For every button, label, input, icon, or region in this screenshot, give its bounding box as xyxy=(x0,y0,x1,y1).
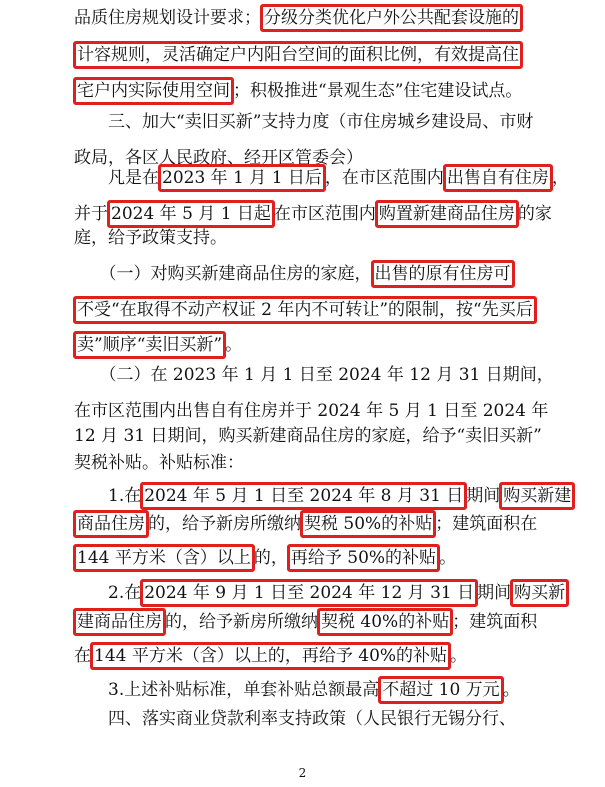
text-run: 2.在 xyxy=(74,583,142,603)
highlighted-text: 出售的原有住房可 xyxy=(371,260,515,288)
text-run: （二）在 2023 年 1 月 1 日至 2024 年 12 月 31 日期间， xyxy=(74,365,554,385)
text-line xyxy=(74,604,537,640)
text-run: 的家 xyxy=(517,204,552,224)
text-run: 品质住房规划设计要求； xyxy=(74,8,261,28)
text-line xyxy=(74,445,244,481)
text-run: 在市区范围内出售自有住房并于 2024 年 5 月 1 日至 2024 年 xyxy=(74,401,549,421)
text-run: 三、加大“卖旧买新”支持力度（市住房城乡建设局、市财 xyxy=(74,112,534,132)
highlighted-text: 再给予 50%的补贴 xyxy=(287,544,440,572)
text-run: 期间 xyxy=(466,486,501,506)
text-line xyxy=(74,160,569,196)
text-run: 并于 xyxy=(74,204,108,224)
text-run: ， xyxy=(551,168,569,188)
highlighted-text: 不受“在取得不动产权证 2 年内不可转让”的限制，按“先买后 xyxy=(73,296,537,324)
highlighted-text: 契税 50%的补贴 xyxy=(300,510,436,538)
highlighted-text: 宅户内实际使用空间 xyxy=(73,77,234,105)
text-run: 1.在 xyxy=(74,486,142,506)
highlighted-text: 购买新建 xyxy=(499,482,575,510)
highlighted-text: 2024 年 5 月 1 日起 xyxy=(107,200,275,228)
highlighted-text: 计容规则，灵活确定户内阳台空间的面积比例，有效提高住 xyxy=(73,41,523,69)
highlighted-text: 购买新 xyxy=(510,579,569,607)
text-run: 的， xyxy=(253,548,288,568)
text-run: 期间 xyxy=(477,583,512,603)
text-run: 在 xyxy=(74,646,91,666)
highlighted-text: 建商品住房 xyxy=(73,608,166,636)
text-run: 凡是在 xyxy=(74,168,159,188)
highlighted-text: 出售自有住房 xyxy=(443,164,553,192)
text-run: ；积极推进“景观生态”住宅建设试点。 xyxy=(233,81,523,101)
text-line xyxy=(74,357,554,393)
text-run: 庭，给予政策支持。 xyxy=(74,228,227,248)
highlighted-text: 144 平方米（含）以上 xyxy=(73,544,255,572)
text-run: ；建筑面积 xyxy=(452,612,538,632)
text-run: 在市区范围内 xyxy=(273,204,376,224)
highlighted-text: 2024 年 9 月 1 日至 2024 年 12 月 31 日 xyxy=(140,579,478,607)
text-run: 。 xyxy=(450,646,468,666)
highlighted-text: 购置新建商品住房 xyxy=(375,200,519,228)
text-run: 。 xyxy=(502,680,520,700)
text-run: ，在市区范围内 xyxy=(324,168,444,188)
text-run: 。 xyxy=(439,548,457,568)
text-line xyxy=(74,220,227,256)
text-line xyxy=(74,0,522,36)
highlighted-text: 不超过 10 万元 xyxy=(378,676,503,704)
highlighted-text: 分级分类优化户外公共配套设施的 xyxy=(260,4,523,32)
text-line xyxy=(74,256,514,292)
text-run: （一）对购买新建商品住房的家庭， xyxy=(74,264,372,284)
text-run: 契税补贴。补贴标准： xyxy=(74,453,244,473)
text-line xyxy=(74,37,522,73)
text-run: 的，给予新房所缴纳 xyxy=(148,514,301,534)
text-run: 。 xyxy=(225,335,243,355)
text-line xyxy=(74,540,456,576)
highlighted-text: 2023 年 1 月 1 日后 xyxy=(158,164,326,192)
highlighted-text: 2024 年 5 月 1 日至 2024 年 8 月 31 日 xyxy=(140,482,467,510)
text-line xyxy=(74,104,533,140)
text-run: ；建筑面积在 xyxy=(435,514,538,534)
text-run: 12 月 31 日期间，购买新建商品住房的家庭，给予“卖旧买新” xyxy=(74,426,542,446)
text-run: 3.上述补贴标准，单套补贴总额最高 xyxy=(74,680,380,700)
text-line xyxy=(74,292,536,328)
highlighted-text: 卖”顺序“卖旧买新” xyxy=(73,331,226,359)
highlighted-text: 144 平方米（含）以上的，再给予 40%的补贴 xyxy=(90,642,451,670)
page-number: 2 xyxy=(298,766,307,780)
text-line xyxy=(74,638,467,674)
text-line xyxy=(74,701,516,737)
highlighted-text: 契税 40%的补贴 xyxy=(317,608,453,636)
text-run: 的，给予新房所缴纳 xyxy=(165,612,318,632)
highlighted-text: 商品住房 xyxy=(73,510,149,538)
text-run: 四、落实商业贷款利率支持政策（人民银行无锡分行、 xyxy=(74,709,516,729)
text-line xyxy=(74,506,537,542)
text-run: 政局，各区人民政府、经开区管委会） xyxy=(74,148,363,168)
